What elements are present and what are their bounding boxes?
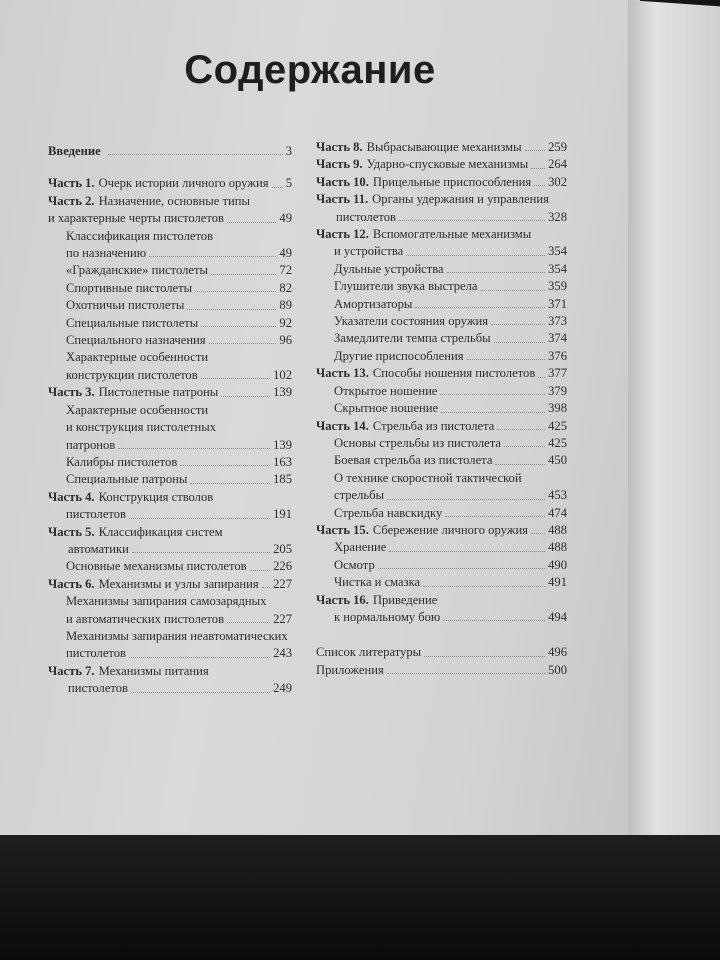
page-number: 49: [279, 246, 292, 261]
entry-title: Классификация пистолетов: [66, 228, 214, 243]
toc-entry: [48, 593, 292, 628]
toc-line: [316, 209, 567, 226]
toc-entry: [316, 400, 567, 417]
toc-line: [316, 383, 567, 400]
part-label: Часть 15.: [316, 522, 369, 537]
toc-entry: [48, 471, 292, 488]
entry-title: «Гражданские» пистолеты: [66, 263, 208, 278]
entry-title: Специальные пистолеты: [66, 315, 199, 330]
dot-leader: [149, 245, 276, 257]
toc-entry: [316, 191, 567, 226]
toc-line: [48, 228, 292, 245]
toc-line: [48, 663, 292, 680]
dot-leader: [423, 574, 545, 586]
toc-line: [48, 280, 292, 297]
part-label: Часть 8.: [316, 140, 363, 154]
page-number: 89: [279, 298, 292, 313]
entry-title: Специальные патроны: [66, 472, 188, 487]
page-number: 191: [273, 507, 292, 522]
dot-leader: [209, 332, 277, 344]
dot-leader: [387, 487, 545, 499]
page-number: 227: [273, 576, 292, 591]
toc-entry: [48, 454, 292, 471]
toc-right-column: [316, 139, 567, 694]
page-number: 302: [548, 174, 567, 189]
toc-line: [48, 611, 292, 628]
toc-line: [316, 330, 567, 347]
toc-entry: [48, 402, 292, 454]
entry-title: конструкции пистолетов: [66, 367, 198, 382]
entry-title: О технике скоростной тактической: [334, 470, 522, 485]
toc-line: [48, 628, 292, 645]
toc-line: [316, 278, 567, 295]
dot-leader: [250, 558, 271, 570]
dot-leader: [538, 365, 545, 377]
toc-entry: [316, 662, 567, 679]
toc-line: [48, 558, 292, 575]
toc-entry: [316, 278, 567, 295]
dot-leader: [201, 315, 276, 327]
toc-line: [316, 191, 567, 208]
toc-entry: [316, 574, 567, 591]
entry-title: Калибры пистолетов: [66, 454, 178, 469]
toc-line: [48, 680, 292, 697]
dot-leader: [445, 505, 545, 517]
toc-line: [316, 557, 567, 574]
toc-entry: [316, 505, 567, 522]
dot-leader: [504, 435, 545, 447]
toc-line: [316, 296, 567, 313]
toc-line: [48, 210, 292, 227]
dot-leader: [108, 143, 283, 155]
dot-leader: [118, 437, 270, 449]
entry-title: пистолетов: [336, 209, 396, 224]
page-number: 249: [273, 681, 292, 696]
toc-entry: [316, 418, 567, 435]
toc-entry: [48, 349, 292, 384]
dot-leader: [132, 541, 270, 553]
part-label: Часть 9.: [316, 157, 363, 172]
toc-entry: [316, 470, 567, 505]
toc-entry: [48, 280, 292, 297]
dot-leader: [534, 174, 545, 186]
entry-title: Скрытное ношение: [334, 401, 439, 416]
page-number: 227: [273, 611, 292, 626]
dark-surface: [0, 835, 720, 960]
entry-title: Осмотр: [334, 557, 375, 572]
page-number: 205: [273, 541, 292, 556]
dot-leader: [406, 243, 545, 255]
toc-line: [48, 402, 292, 419]
toc-group: [48, 143, 292, 160]
toc-entry: [316, 296, 567, 313]
toc-line: [48, 245, 292, 262]
dot-leader: [389, 539, 545, 551]
toc-line: [48, 297, 292, 314]
entry-title: Ударно-спусковые механизмы: [366, 157, 529, 172]
entry-title: Глушители звука выстрела: [334, 279, 478, 294]
page-number: 264: [548, 157, 567, 172]
entry-title: Приведение: [372, 592, 438, 607]
dot-leader: [227, 210, 276, 222]
entry-title: Амортизаторы: [334, 296, 413, 311]
toc-line: [48, 315, 292, 332]
page-number: 379: [548, 383, 567, 398]
toc-line: [316, 609, 567, 626]
toc-entry: [316, 330, 567, 347]
page-title: Содержание: [184, 48, 436, 92]
page-number: 354: [548, 244, 567, 259]
dot-leader: [441, 400, 545, 412]
toc-entry: [316, 592, 567, 627]
toc-line: [316, 574, 567, 591]
entry-title: Механизмы запирания неавтоматических: [66, 628, 288, 643]
entry-title: Характерные особенности: [66, 402, 209, 417]
toc-entry: [316, 452, 567, 469]
toc-entry: [48, 524, 292, 559]
toc-entry: [316, 174, 567, 191]
toc-line: [316, 226, 567, 243]
toc-entry: [316, 313, 567, 330]
entry-title: по назначению: [66, 246, 147, 261]
toc-entry: [48, 628, 292, 663]
page-number: 500: [548, 662, 567, 677]
toc-entry: [48, 332, 292, 349]
dot-leader: [180, 454, 270, 466]
dot-leader: [467, 348, 546, 360]
page-number: 494: [548, 609, 567, 624]
entry-title: и конструкция пистолетных: [66, 420, 217, 435]
toc-line: [48, 471, 292, 488]
dot-leader: [272, 175, 283, 187]
page-number: 453: [548, 488, 567, 503]
entry-title: Замедлители темпа стрельбы: [334, 331, 491, 346]
toc-line: [316, 505, 567, 522]
toc-line: [316, 487, 567, 504]
entry-title: пистолетов: [66, 646, 126, 661]
entry-title: Приложения: [316, 662, 384, 677]
dot-leader: [131, 680, 270, 692]
toc-entry: [48, 143, 292, 160]
toc-entry: [316, 539, 567, 556]
entry-title: и устройства: [334, 244, 404, 259]
entry-title: Способы ношения пистолетов: [372, 366, 536, 381]
entry-title: Пистолетные патроны: [98, 385, 219, 400]
entry-title: Указатели состояния оружия: [334, 314, 489, 329]
page-number: 376: [548, 348, 567, 363]
toc-entry: [48, 558, 292, 575]
toc-entry: [48, 576, 292, 593]
page-number: 3: [285, 144, 292, 158]
toc-line: [48, 384, 292, 401]
entry-title: Список литературы: [316, 645, 422, 660]
dot-leader: [211, 262, 276, 274]
entry-title: автоматики: [68, 541, 129, 556]
page-number: 163: [273, 454, 292, 469]
toc-line: [316, 470, 567, 487]
entry-title: Характерные особенности: [66, 350, 209, 365]
dot-leader: [221, 384, 270, 396]
part-label: Введение: [48, 144, 101, 158]
toc-entry: [48, 297, 292, 314]
toc-line: [48, 419, 292, 436]
dot-leader: [262, 576, 270, 588]
dot-leader: [531, 522, 545, 534]
dot-leader: [497, 418, 545, 430]
page-number: 491: [548, 575, 567, 590]
page-number: 96: [279, 333, 292, 348]
entry-title: Механизмы питания: [98, 663, 209, 678]
dot-leader: [415, 296, 545, 308]
page-number: 139: [273, 437, 292, 452]
dot-leader: [190, 471, 270, 483]
entry-title: пистолетов: [66, 507, 126, 522]
page-number: 102: [273, 367, 292, 382]
part-label: Часть 2.: [48, 193, 95, 208]
toc-line: [316, 243, 567, 260]
page-number: 5: [285, 176, 292, 191]
dot-leader: [387, 662, 545, 674]
toc-line: [48, 262, 292, 279]
toc-entry: [316, 139, 567, 156]
entry-title: Сбережение личного оружия: [372, 522, 528, 537]
entry-title: Открытое ношение: [334, 383, 438, 398]
toc-line: [316, 452, 567, 469]
entry-title: Охотничьи пистолеты: [66, 298, 185, 313]
toc-entry: [316, 348, 567, 365]
page-number: 359: [548, 279, 567, 294]
toc-line: [48, 645, 292, 662]
toc-line: [48, 541, 292, 558]
next-page-edge: [628, 0, 720, 866]
dot-leader: [481, 278, 546, 290]
toc-entry: [316, 557, 567, 574]
entry-title: Специального назначения: [66, 333, 206, 348]
toc-line: [48, 576, 292, 593]
page-number: 185: [273, 472, 292, 487]
toc-line: [48, 437, 292, 454]
toc-line: [316, 261, 567, 278]
page-number: 373: [548, 314, 567, 329]
toc-line: [48, 593, 292, 610]
toc-entry: [48, 315, 292, 332]
toc-line: [316, 539, 567, 556]
entry-title: Механизмы запирания самозарядных: [66, 594, 267, 609]
toc-entry: [48, 193, 292, 228]
toc-line: [48, 367, 292, 384]
toc-line: [48, 524, 292, 541]
entry-title: Спортивные пистолеты: [66, 280, 193, 295]
dot-leader: [495, 452, 545, 464]
toc-line: [316, 644, 567, 661]
part-label: Часть 16.: [316, 592, 369, 607]
page-number: 243: [273, 646, 292, 661]
part-label: Часть 11.: [316, 192, 369, 207]
page-number: 474: [548, 505, 567, 520]
entry-title: Выбрасывающие механизмы: [366, 140, 522, 154]
entry-title: патронов: [66, 437, 116, 452]
dot-leader: [440, 383, 545, 395]
entry-title: Боевая стрельба из пистолета: [334, 453, 493, 468]
page-number: 328: [548, 209, 567, 224]
part-label: Часть 7.: [48, 663, 95, 678]
entry-title: Классификация систем: [98, 524, 223, 539]
page-number: 226: [273, 559, 292, 574]
page-number: 259: [548, 140, 567, 154]
toc-line: [48, 193, 292, 210]
toc-line: [316, 174, 567, 191]
entry-title: Конструкция стволов: [98, 489, 214, 504]
part-label: Часть 13.: [316, 366, 369, 381]
dot-leader: [378, 557, 545, 569]
page-number: 490: [548, 557, 567, 572]
page-number: 82: [279, 280, 292, 295]
part-label: Часть 5.: [48, 524, 95, 539]
toc-line: [316, 435, 567, 452]
entry-title: Чистка и смазка: [334, 575, 421, 590]
toc-line: [316, 592, 567, 609]
toc-line: [316, 662, 567, 679]
entry-title: Стрельба из пистолета: [372, 418, 495, 433]
dot-leader: [195, 280, 276, 292]
dot-leader: [491, 313, 545, 325]
toc-entry: [316, 644, 567, 661]
toc-entry: [316, 226, 567, 261]
toc-entry: [48, 228, 292, 263]
toc-line: [316, 139, 567, 156]
toc-line: [48, 489, 292, 506]
dot-leader: [129, 645, 270, 657]
toc-line: [48, 506, 292, 523]
entry-title: стрельбы: [334, 488, 385, 503]
part-label: Часть 10.: [316, 174, 369, 189]
entry-title: Другие приспособления: [334, 348, 464, 363]
page-number: 371: [548, 296, 567, 311]
toc-line: [316, 522, 567, 539]
toc-line: [48, 175, 292, 192]
entry-title: и характерные черты пистолетов: [48, 211, 224, 226]
toc-entry: [48, 262, 292, 279]
page-number: 354: [548, 261, 567, 276]
toc-line: [316, 365, 567, 382]
page-number: 398: [548, 401, 567, 416]
dot-leader: [187, 297, 276, 309]
page-number: 72: [279, 263, 292, 278]
toc-left-column: [48, 143, 292, 713]
dot-leader: [399, 209, 545, 221]
toc-entry: [48, 175, 292, 192]
entry-title: Стрельба навскидку: [334, 505, 443, 520]
page-number: 496: [548, 645, 567, 660]
toc-line: [316, 348, 567, 365]
page-number: 425: [548, 418, 567, 433]
entry-title: Хранение: [334, 540, 387, 555]
page-number: 49: [279, 211, 292, 226]
toc-entry: [316, 435, 567, 452]
toc-entry: [48, 489, 292, 524]
toc-line: [316, 400, 567, 417]
part-label: Часть 14.: [316, 418, 369, 433]
toc-line: [48, 454, 292, 471]
page-number: 377: [548, 366, 567, 381]
toc-line: [48, 143, 292, 160]
toc-entry: [48, 384, 292, 401]
page-number: 92: [279, 315, 292, 330]
toc-entry: [316, 522, 567, 539]
dot-leader: [227, 611, 270, 623]
entry-title: Основные механизмы пистолетов: [66, 559, 247, 574]
toc-line: [48, 332, 292, 349]
dot-leader: [424, 644, 545, 656]
entry-title: Прицельные приспособления: [372, 174, 532, 189]
toc-entry: [316, 156, 567, 173]
part-label: Часть 12.: [316, 227, 369, 242]
page-number: 139: [273, 385, 292, 400]
part-label: Часть 6.: [48, 576, 95, 591]
entry-title: Очерк истории личного оружия: [98, 176, 269, 191]
dot-leader: [525, 139, 546, 151]
toc-entry: [316, 365, 567, 382]
entry-title: Дульные устройства: [334, 261, 444, 276]
part-label: Часть 1.: [48, 176, 95, 191]
toc-line: [48, 349, 292, 366]
toc-entry: [316, 383, 567, 400]
dot-leader: [447, 261, 545, 273]
page-number: 425: [548, 435, 567, 450]
page-number: 450: [548, 453, 567, 468]
entry-title: Органы удержания и управления: [372, 192, 549, 207]
toc-line: [316, 313, 567, 330]
toc-entry: [316, 261, 567, 278]
toc-line: [316, 156, 567, 173]
entry-title: Вспомогательные механизмы: [372, 227, 532, 242]
entry-title: Основы стрельбы из пистолета: [334, 435, 501, 450]
toc-line: [316, 418, 567, 435]
dot-leader: [531, 156, 545, 168]
toc-entry: [48, 663, 292, 698]
entry-title: пистолетов: [68, 681, 128, 696]
toc-group: [316, 644, 567, 679]
entry-title: и автоматических пистолетов: [66, 611, 225, 626]
dot-leader: [443, 609, 545, 621]
page-number: 374: [548, 331, 567, 346]
dot-leader: [129, 506, 270, 518]
toc-group: [316, 139, 567, 626]
entry-title: к нормальному бою: [334, 609, 441, 624]
page-number: 488: [548, 522, 567, 537]
dot-leader: [494, 330, 546, 342]
entry-title: Назначение, основные типы: [98, 193, 250, 208]
entry-title: Механизмы и узлы запирания: [98, 576, 259, 591]
dot-leader: [201, 367, 270, 379]
part-label: Часть 4.: [48, 489, 95, 504]
page-number: 488: [548, 540, 567, 555]
toc-group: [48, 175, 292, 697]
part-label: Часть 3.: [48, 385, 95, 400]
